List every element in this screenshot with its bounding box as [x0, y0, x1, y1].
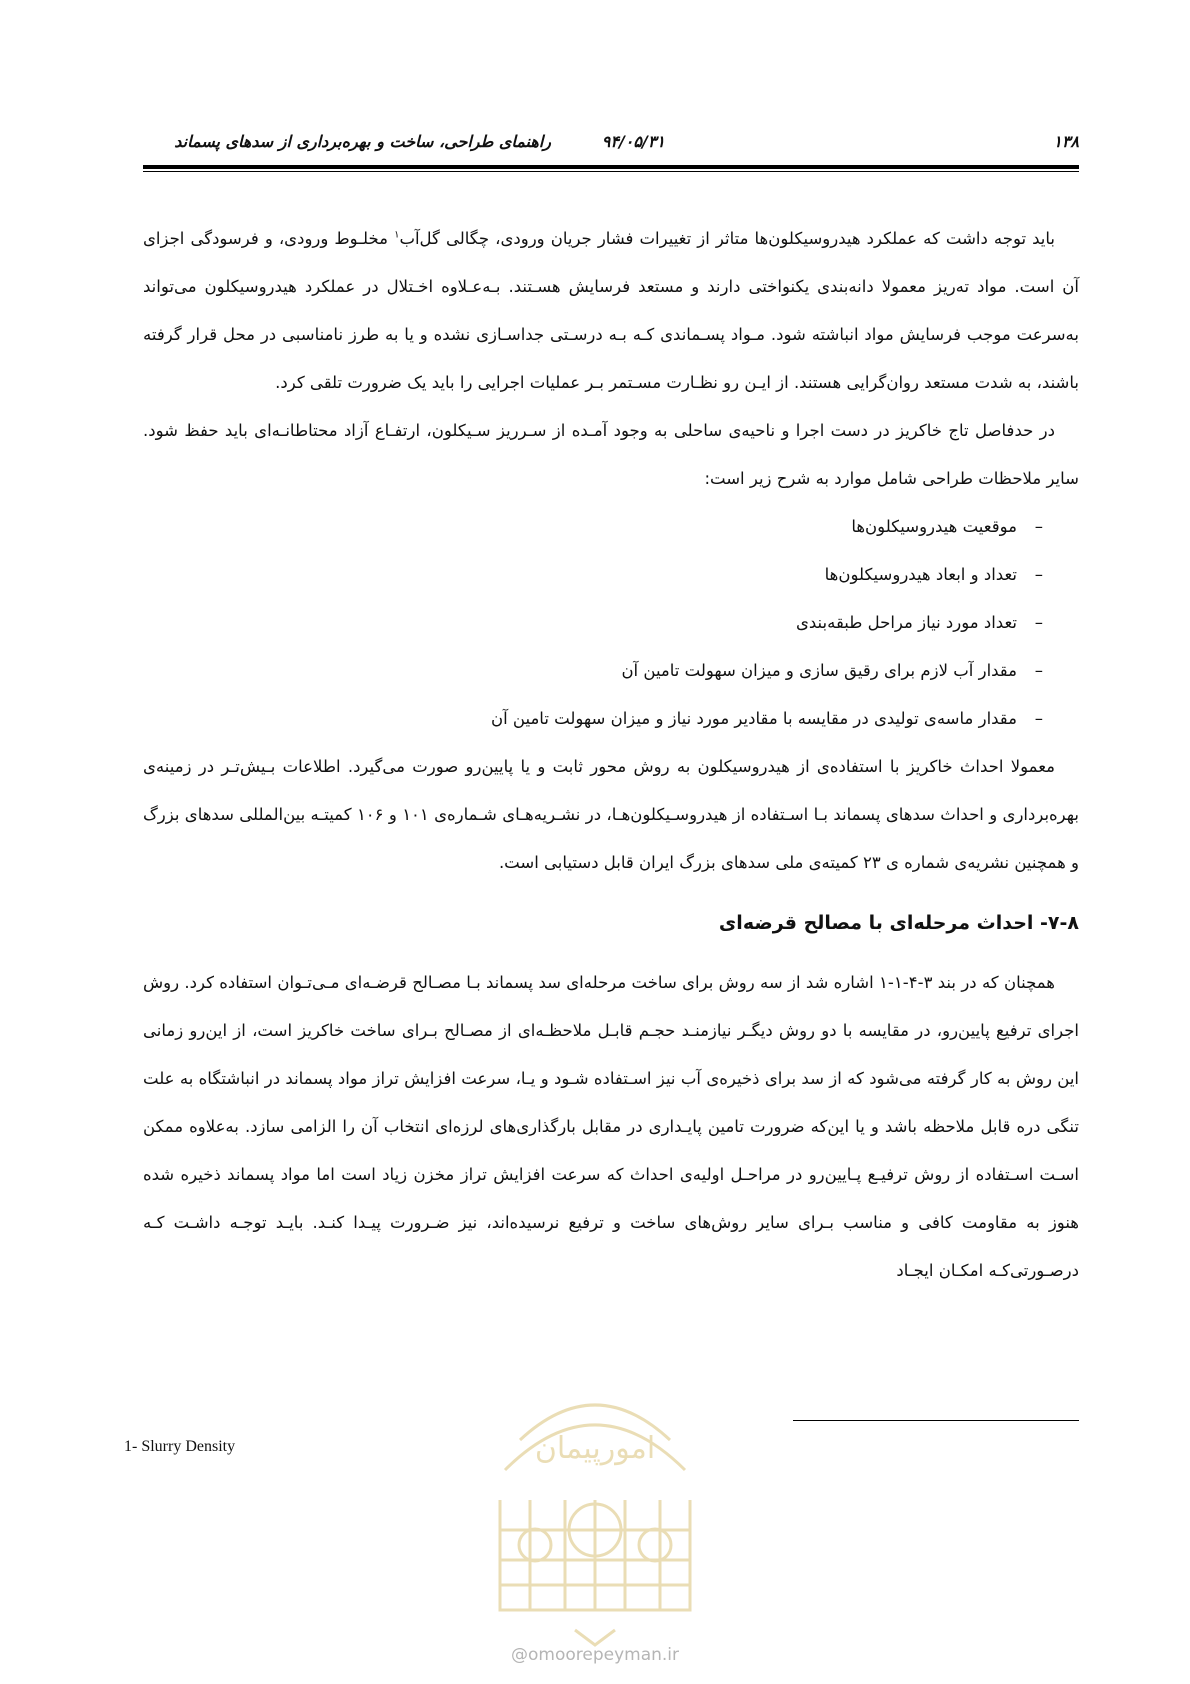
watermark-logo-icon — [480, 1380, 710, 1670]
list-dash: – — [1034, 565, 1043, 584]
list-item-text: تعداد مورد نیاز مراحل طبقه‌بندی — [795, 613, 1017, 632]
list-item — [143, 695, 1043, 743]
header-rule-thin — [143, 171, 1079, 172]
list-item — [143, 599, 1043, 647]
header-date: ۹۴/۰۵/۳۱ — [601, 132, 665, 151]
header-rule-thick — [143, 165, 1079, 169]
list-item — [143, 647, 1043, 695]
watermark-site: @omoorepeyman.ir — [510, 1645, 680, 1665]
body-text — [143, 215, 1079, 1295]
paragraph-4: همچنان که در بند ۳-۴-۱-۱ اشاره شد از سه روش برای ساخت مرحله‌ای سد پسماند بـا مصـالح قرضـه‌ای مـی‌تـوان استفاده کرد. روش اجرای ترفیع پایین‌رو، در مقایسه با دو روش دیگـر نیازمنـد حجـم قابـل ملاحظـه‌ای از مصـالح بـرای ساخت خاکریز است، از این‌رو زمانی این روش به کار گرفته می‌شود که از سد برای ذخیره‌ی آب نیز اسـتفاده شـود و یـا، سرعت افزایش تراز مواد پسماند در انباشتگاه به علت تنگی دره قابل ملاحظه باشد و یا این‌که ضرورت تامین پایـداری در مقابل بارگذاری‌های لرزه‌ای انتخاب آن را الزامی سازد. به‌علاوه ممکن اسـت اسـتفاده از روش ترفیـع پـایین‌رو در مراحـل اولیه‌ی احداث که سرعت افزایش تراز مخزن زیاد است اما مواد پسماند ذخیره شده هنوز به مقاومت کافی و مناسب بـرای سایر روش‌های ساخت و ترفیع نرسیده‌اند، نیز ضـرورت پیـدا کنـد. بایـد توجـه داشـت کـه درصـورتی‌کـه امکـان ایجـاد — [143, 973, 1079, 1280]
list-item — [143, 551, 1043, 599]
watermark-logo-lettering: امورپیمان — [534, 1431, 656, 1466]
running-header — [143, 132, 1079, 164]
list-dash: – — [1034, 613, 1043, 632]
list-dash: – — [1034, 517, 1043, 536]
footnote: 1- Slurry Density — [124, 1438, 236, 1455]
section-heading: ۷-۸- احداث مرحله‌ای با مصالح قرضه‌ای — [718, 912, 1079, 934]
list-item-text: مقدار آب لازم برای رقیق سازی و میزان سهولت تامین آن — [621, 661, 1017, 680]
list-item — [143, 503, 1043, 551]
paragraph-3: معمولا احداث خاکریز با استفاده‌ی از هیدروسیکلون به روش محور ثابت و یا پایین‌رو صورت می‌گیرد. اطلاعات بـیش‌تـر در زمینه‌ی بهره‌برداری و احداث سدهای پسماند بـا اسـتفاده از هیدروسـیکلون‌هـا، در نشـریه‌هـای شـماره‌ی ۱۰۱ و ۱۰۶ کمیتـه بین‌المللی سدهای بزرگ و همچنین نشریه‌ی شماره ی ۲۳ کمیته‌ی ملی سدهای بزرگ ایران قابل دستیابی است. — [143, 757, 1079, 872]
list-item-text: تعداد و ابعاد هیدروسیکلون‌ها — [824, 565, 1017, 584]
list-item-text: مقدار ماسه‌ی تولیدی در مقایسه با مقادیر مورد نیاز و میزان سهولت تامین آن — [490, 709, 1017, 728]
design-considerations-list — [143, 503, 1079, 743]
paragraph-2: در حدفاصل تاج خاکریز در دست اجرا و ناحیه‌ی ساحلی به وجود آمـده از سـرریز سـیکلون، ارتفـاع آزاد محتاطانـه‌ای باید حفظ شود. سایر ملاحظات طراحی شامل موارد به شرح زیر است: — [143, 421, 1079, 488]
list-item-text: موقعیت هیدروسیکلون‌ها — [851, 517, 1017, 536]
book-title: راهنمای طراحی، ساخت و بهره‌برداری از سدهای پسماند — [174, 132, 551, 151]
footnote-separator — [793, 1420, 1079, 1421]
paragraph-1-main: باید توجه داشت که عملکرد هیدروسیکلون‌ها متاثر از تغییرات فشار جریان ورودی، چگالی گل‌آب — [399, 229, 1055, 248]
list-dash: – — [1034, 661, 1043, 680]
paragraph-1-rest: مخلـوط ورودی، و فرسودگی اجزای آن است. مواد ته‌ریز معمولا دانه‌بندی یکنواختی دارند و مستعد فرسایش هسـتند. بـه‌عـلاوه اخـتلال در عملکرد هیدروسیکلون می‌تواند به‌سرعت موجب فرسایش مواد انباشته شود. مـواد پسـماندی کـه بـه درسـتی جداسـازی نشده و یا به طرز نامناسبی در محل قرار گرفته باشند، به شدت مستعد روان‌گرایی هستند. از ایـن رو نظـارت مسـتمر بـر عملیات اجرایی را باید یک ضرورت تلقی کرد. — [143, 229, 1079, 392]
footnote-reference: ۱ — [394, 229, 400, 241]
paragraph-1 — [143, 215, 1079, 407]
list-dash: – — [1034, 709, 1043, 728]
page-number: ۱۳۸ — [1053, 132, 1079, 151]
